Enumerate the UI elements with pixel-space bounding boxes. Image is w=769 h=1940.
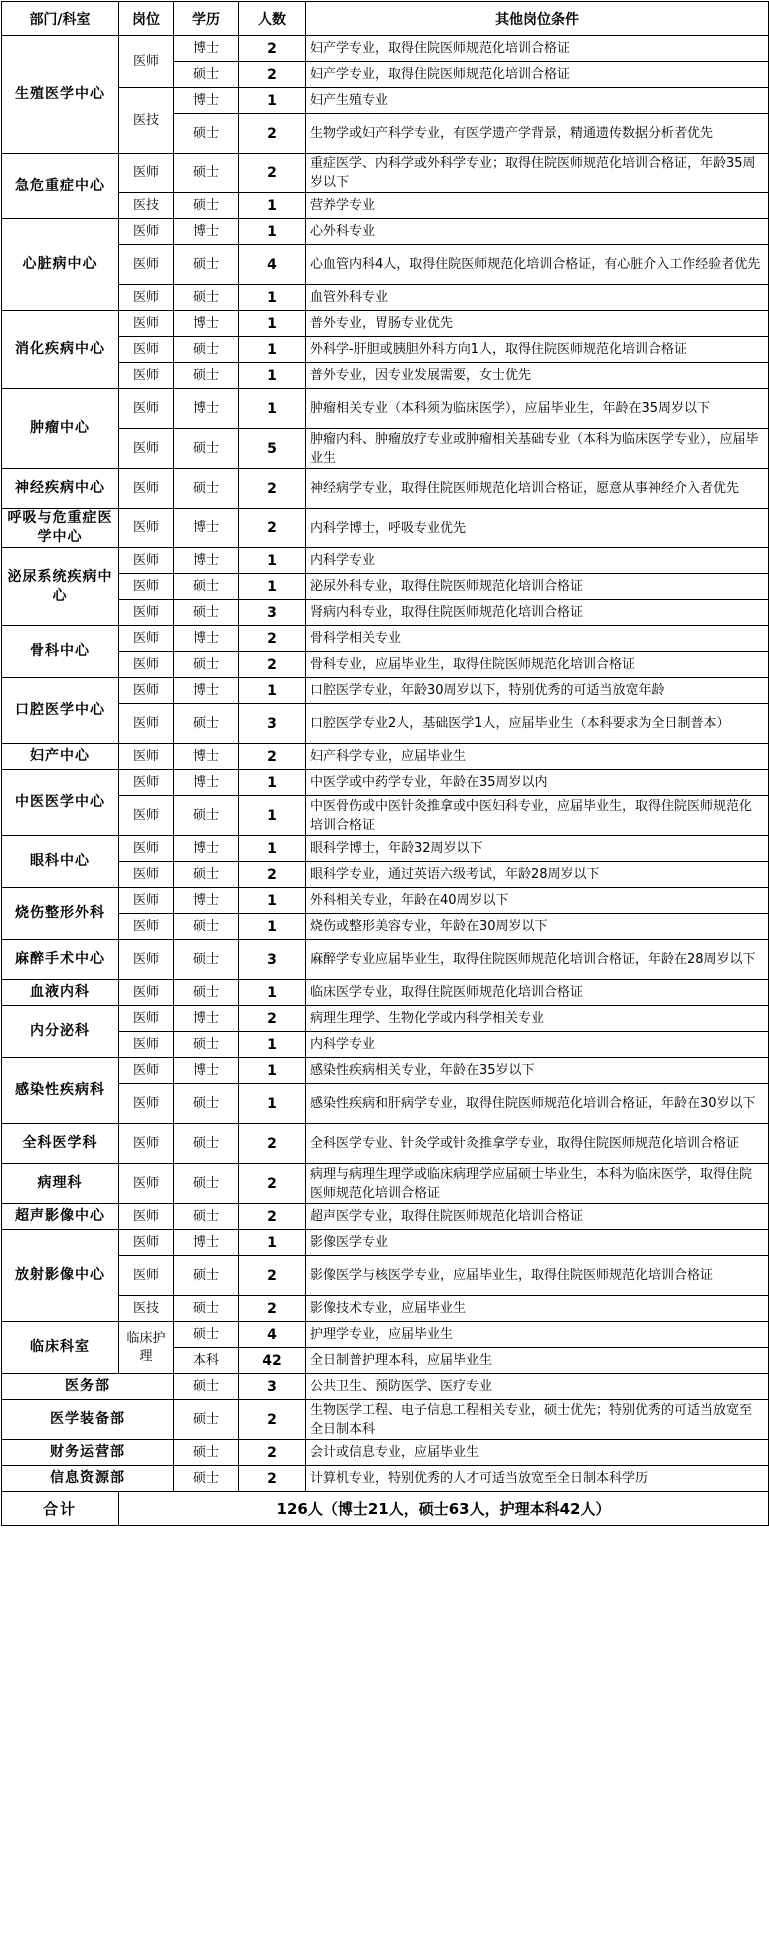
dept-cell: 呼吸与危重症医学中心 (2, 509, 119, 548)
table-row (2, 469, 769, 509)
position-cell: 医技 (119, 193, 174, 219)
education-cell: 硕士 (174, 469, 239, 509)
education-cell: 博士 (174, 678, 239, 704)
conditions-cell: 烧伤或整形美容专业，年龄在30周岁以下 (306, 914, 769, 940)
count-cell: 1 (239, 1230, 306, 1256)
count-cell: 2 (239, 1466, 306, 1492)
table-row (2, 678, 769, 704)
conditions-cell: 护理学专业，应届毕业生 (306, 1322, 769, 1348)
table-row (2, 980, 769, 1006)
count-cell: 1 (239, 1058, 306, 1084)
education-cell: 硕士 (174, 193, 239, 219)
position-cell: 医师 (119, 509, 174, 548)
count-cell: 1 (239, 337, 306, 363)
conditions-cell: 公共卫生、预防医学、医疗专业 (306, 1374, 769, 1400)
position-cell: 医师 (119, 548, 174, 574)
conditions-cell: 会计或信息专业，应届毕业生 (306, 1440, 769, 1466)
table-row (2, 1466, 769, 1492)
position-cell: 医师 (119, 678, 174, 704)
dept-cell: 医学装备部 (2, 1400, 174, 1440)
position-cell: 医师 (119, 704, 174, 744)
position-cell: 医师 (119, 836, 174, 862)
conditions-cell: 全日制普护理本科，应届毕业生 (306, 1348, 769, 1374)
education-cell: 硕士 (174, 62, 239, 88)
conditions-cell: 重症医学、内科学或外科学专业；取得住院医师规范化培训合格证，年龄35周岁以下 (306, 154, 769, 193)
count-cell: 2 (239, 626, 306, 652)
position-cell: 医师 (119, 796, 174, 836)
table-row (2, 836, 769, 862)
dept-cell: 放射影像中心 (2, 1230, 119, 1322)
conditions-cell: 麻醉学专业应届毕业生，取得住院医师规范化培训合格证，年龄在28周岁以下 (306, 940, 769, 980)
education-cell: 博士 (174, 509, 239, 548)
conditions-cell: 病理生理学、生物化学或内科学相关专业 (306, 1006, 769, 1032)
education-cell: 硕士 (174, 1466, 239, 1492)
education-cell: 硕士 (174, 1440, 239, 1466)
education-cell: 硕士 (174, 914, 239, 940)
conditions-cell: 病理与病理生理学或临床病理学应届硕士毕业生，本科为临床医学，取得住院医师规范化培训合格证 (306, 1164, 769, 1204)
conditions-cell: 眼科学博士，年龄32周岁以下 (306, 836, 769, 862)
position-cell: 医师 (119, 1006, 174, 1032)
table-row (2, 311, 769, 337)
education-cell: 博士 (174, 219, 239, 245)
count-cell: 1 (239, 770, 306, 796)
dept-cell: 口腔医学中心 (2, 678, 119, 744)
education-cell: 博士 (174, 88, 239, 114)
header-position: 岗位 (119, 2, 174, 36)
conditions-cell: 心血管内科4人，取得住院医师规范化培训合格证，有心脏介入工作经验者优先 (306, 245, 769, 285)
dept-cell: 病理科 (2, 1164, 119, 1204)
count-cell: 1 (239, 311, 306, 337)
count-cell: 1 (239, 389, 306, 429)
count-cell: 4 (239, 1322, 306, 1348)
conditions-cell: 口腔医学专业，年龄30周岁以下，特别优秀的可适当放宽年龄 (306, 678, 769, 704)
count-cell: 2 (239, 154, 306, 193)
conditions-cell: 血管外科专业 (306, 285, 769, 311)
dept-cell: 信息资源部 (2, 1466, 174, 1492)
education-cell: 硕士 (174, 940, 239, 980)
count-cell: 5 (239, 429, 306, 469)
count-cell: 1 (239, 836, 306, 862)
table-body (2, 36, 769, 1492)
dept-cell: 医务部 (2, 1374, 174, 1400)
position-cell: 医师 (119, 1058, 174, 1084)
education-cell: 硕士 (174, 114, 239, 154)
position-cell: 医师 (119, 36, 174, 88)
position-cell: 医师 (119, 1230, 174, 1256)
dept-cell: 超声影像中心 (2, 1204, 119, 1230)
conditions-cell: 内科学专业 (306, 1032, 769, 1058)
conditions-cell: 妇产科学专业，应届毕业生 (306, 744, 769, 770)
position-cell: 医师 (119, 285, 174, 311)
count-cell: 1 (239, 678, 306, 704)
position-cell: 医师 (119, 744, 174, 770)
position-cell: 医师 (119, 1032, 174, 1058)
conditions-cell: 影像医学专业 (306, 1230, 769, 1256)
position-cell: 医师 (119, 429, 174, 469)
conditions-cell: 眼科学专业，通过英语六级考试，年龄28周岁以下 (306, 862, 769, 888)
count-cell: 1 (239, 888, 306, 914)
count-cell: 2 (239, 509, 306, 548)
conditions-cell: 外科学-肝胆或胰胆外科方向1人，取得住院医师规范化培训合格证 (306, 337, 769, 363)
position-cell: 医师 (119, 363, 174, 389)
dept-cell: 生殖医学中心 (2, 36, 119, 154)
education-cell: 硕士 (174, 1256, 239, 1296)
education-cell: 硕士 (174, 337, 239, 363)
header-education: 学历 (174, 2, 239, 36)
total-row (2, 1492, 769, 1526)
position-cell: 医师 (119, 245, 174, 285)
education-cell: 硕士 (174, 1204, 239, 1230)
count-cell: 1 (239, 796, 306, 836)
count-cell: 1 (239, 980, 306, 1006)
conditions-cell: 临床医学专业，取得住院医师规范化培训合格证 (306, 980, 769, 1006)
education-cell: 博士 (174, 836, 239, 862)
count-cell: 2 (239, 36, 306, 62)
table-row (2, 940, 769, 980)
table-row (2, 1400, 769, 1440)
dept-cell: 麻醉手术中心 (2, 940, 119, 980)
count-cell: 3 (239, 1374, 306, 1400)
position-cell: 医师 (119, 1256, 174, 1296)
table-row (2, 1374, 769, 1400)
count-cell: 2 (239, 1440, 306, 1466)
education-cell: 博士 (174, 1006, 239, 1032)
table-row (2, 154, 769, 193)
education-cell: 硕士 (174, 1296, 239, 1322)
count-cell: 1 (239, 574, 306, 600)
education-cell: 博士 (174, 1058, 239, 1084)
count-cell: 1 (239, 285, 306, 311)
table-row (2, 626, 769, 652)
education-cell: 博士 (174, 626, 239, 652)
education-cell: 博士 (174, 311, 239, 337)
dept-cell: 中医医学中心 (2, 770, 119, 836)
header-count: 人数 (239, 2, 306, 36)
conditions-cell: 神经病学专业，取得住院医师规范化培训合格证，愿意从事神经介入者优先 (306, 469, 769, 509)
count-cell: 2 (239, 1204, 306, 1230)
position-cell: 医师 (119, 154, 174, 193)
education-cell: 硕士 (174, 704, 239, 744)
position-cell: 医师 (119, 574, 174, 600)
count-cell: 2 (239, 1256, 306, 1296)
table-row (2, 770, 769, 796)
education-cell: 博士 (174, 389, 239, 429)
conditions-cell: 泌尿外科专业，取得住院医师规范化培训合格证 (306, 574, 769, 600)
count-cell: 2 (239, 1164, 306, 1204)
table-row (2, 1440, 769, 1466)
header-row (2, 2, 769, 36)
position-cell: 医师 (119, 626, 174, 652)
recruitment-table (1, 1, 769, 1526)
position-cell: 医师 (119, 469, 174, 509)
conditions-cell: 内科学博士，呼吸专业优先 (306, 509, 769, 548)
table-row (2, 36, 769, 62)
conditions-cell: 口腔医学专业2人，基础医学1人，应届毕业生（本科要求为全日制普本） (306, 704, 769, 744)
count-cell: 2 (239, 744, 306, 770)
count-cell: 1 (239, 548, 306, 574)
conditions-cell: 妇产学专业，取得住院医师规范化培训合格证 (306, 36, 769, 62)
conditions-cell: 生物学或妇产科学专业，有医学遗产学背景，精通遗传数据分析者优先 (306, 114, 769, 154)
conditions-cell: 普外专业，因专业发展需要，女士优先 (306, 363, 769, 389)
count-cell: 1 (239, 219, 306, 245)
count-cell: 2 (239, 1006, 306, 1032)
education-cell: 博士 (174, 888, 239, 914)
dept-cell: 内分泌科 (2, 1006, 119, 1058)
position-cell: 医师 (119, 914, 174, 940)
position-cell: 医师 (119, 770, 174, 796)
count-cell: 2 (239, 652, 306, 678)
total-label: 合计 (2, 1492, 119, 1526)
conditions-cell: 全科医学专业、针灸学或针灸推拿学专业，取得住院医师规范化培训合格证 (306, 1124, 769, 1164)
conditions-cell: 骨科专业，应届毕业生，取得住院医师规范化培训合格证 (306, 652, 769, 678)
dept-cell: 眼科中心 (2, 836, 119, 888)
position-cell: 医师 (119, 1084, 174, 1124)
conditions-cell: 心外科专业 (306, 219, 769, 245)
dept-cell: 血液内科 (2, 980, 119, 1006)
conditions-cell: 感染性疾病相关专业，年龄在35岁以下 (306, 1058, 769, 1084)
count-cell: 3 (239, 600, 306, 626)
table-row (2, 509, 769, 548)
dept-cell: 全科医学科 (2, 1124, 119, 1164)
table-row (2, 1164, 769, 1204)
education-cell: 硕士 (174, 574, 239, 600)
count-cell: 2 (239, 862, 306, 888)
education-cell: 硕士 (174, 154, 239, 193)
total-value: 126人（博士21人，硕士63人，护理本科42人） (119, 1492, 769, 1526)
count-cell: 2 (239, 1124, 306, 1164)
position-cell: 医师 (119, 337, 174, 363)
education-cell: 硕士 (174, 862, 239, 888)
conditions-cell: 影像医学与核医学专业，应届毕业生，取得住院医师规范化培训合格证 (306, 1256, 769, 1296)
conditions-cell: 营养学专业 (306, 193, 769, 219)
conditions-cell: 超声医学专业，取得住院医师规范化培训合格证 (306, 1204, 769, 1230)
education-cell: 博士 (174, 36, 239, 62)
count-cell: 1 (239, 88, 306, 114)
education-cell: 博士 (174, 548, 239, 574)
position-cell: 医师 (119, 980, 174, 1006)
education-cell: 硕士 (174, 652, 239, 678)
count-cell: 2 (239, 1296, 306, 1322)
conditions-cell: 妇产生殖专业 (306, 88, 769, 114)
dept-cell: 感染性疾病科 (2, 1058, 119, 1124)
table-row (2, 389, 769, 429)
position-cell: 医师 (119, 888, 174, 914)
education-cell: 硕士 (174, 285, 239, 311)
count-cell: 1 (239, 1032, 306, 1058)
position-cell: 医师 (119, 1124, 174, 1164)
dept-cell: 消化疾病中心 (2, 311, 119, 389)
position-cell: 医师 (119, 940, 174, 980)
education-cell: 硕士 (174, 600, 239, 626)
count-cell: 1 (239, 193, 306, 219)
count-cell: 3 (239, 704, 306, 744)
conditions-cell: 骨科学相关专业 (306, 626, 769, 652)
education-cell: 硕士 (174, 980, 239, 1006)
conditions-cell: 计算机专业，特别优秀的人才可适当放宽至全日制本科学历 (306, 1466, 769, 1492)
position-cell: 医技 (119, 88, 174, 154)
conditions-cell: 肿瘤内科、肿瘤放疗专业或肿瘤相关基础专业（本科为临床医学专业），应届毕业生 (306, 429, 769, 469)
education-cell: 硕士 (174, 1032, 239, 1058)
conditions-cell: 影像技术专业，应届毕业生 (306, 1296, 769, 1322)
dept-cell: 泌尿系统疾病中心 (2, 548, 119, 626)
count-cell: 1 (239, 363, 306, 389)
table-row (2, 219, 769, 245)
education-cell: 硕士 (174, 1322, 239, 1348)
dept-cell: 神经疾病中心 (2, 469, 119, 509)
dept-cell: 急危重症中心 (2, 154, 119, 219)
education-cell: 博士 (174, 744, 239, 770)
count-cell: 42 (239, 1348, 306, 1374)
education-cell: 硕士 (174, 1084, 239, 1124)
count-cell: 2 (239, 1400, 306, 1440)
education-cell: 硕士 (174, 429, 239, 469)
table-row (2, 548, 769, 574)
position-cell: 医师 (119, 1204, 174, 1230)
conditions-cell: 感染性疾病和肝病学专业，取得住院医师规范化培训合格证，年龄在30岁以下 (306, 1084, 769, 1124)
education-cell: 本科 (174, 1348, 239, 1374)
education-cell: 硕士 (174, 363, 239, 389)
header-conditions: 其他岗位条件 (306, 2, 769, 36)
header-dept: 部门/科室 (2, 2, 119, 36)
position-cell: 医师 (119, 652, 174, 678)
count-cell: 2 (239, 114, 306, 154)
conditions-cell: 生物医学工程、电子信息工程相关专业，硕士优先；特别优秀的可适当放宽至全日制本科 (306, 1400, 769, 1440)
conditions-cell: 中医骨伤或中医针灸推拿或中医妇科专业，应届毕业生，取得住院医师规范化培训合格证 (306, 796, 769, 836)
table-row (2, 1230, 769, 1256)
conditions-cell: 中医学或中药学专业，年龄在35周岁以内 (306, 770, 769, 796)
count-cell: 4 (239, 245, 306, 285)
position-cell: 医师 (119, 600, 174, 626)
conditions-cell: 内科学专业 (306, 548, 769, 574)
position-cell: 医技 (119, 1296, 174, 1322)
dept-cell: 肿瘤中心 (2, 389, 119, 469)
count-cell: 2 (239, 62, 306, 88)
education-cell: 博士 (174, 770, 239, 796)
education-cell: 硕士 (174, 1374, 239, 1400)
education-cell: 博士 (174, 1230, 239, 1256)
conditions-cell: 肾病内科专业，取得住院医师规范化培训合格证 (306, 600, 769, 626)
education-cell: 硕士 (174, 1164, 239, 1204)
conditions-cell: 肿瘤相关专业（本科须为临床医学），应届毕业生，年龄在35周岁以下 (306, 389, 769, 429)
position-cell: 医师 (119, 389, 174, 429)
table-row (2, 1058, 769, 1084)
position-cell: 医师 (119, 311, 174, 337)
position-cell: 医师 (119, 219, 174, 245)
position-cell: 临床护理 (119, 1322, 174, 1374)
count-cell: 1 (239, 1084, 306, 1124)
position-cell: 医师 (119, 1164, 174, 1204)
education-cell: 硕士 (174, 245, 239, 285)
table-row (2, 1322, 769, 1348)
table-row (2, 1124, 769, 1164)
dept-cell: 临床科室 (2, 1322, 119, 1374)
dept-cell: 财务运营部 (2, 1440, 174, 1466)
conditions-cell: 普外专业，胃肠专业优先 (306, 311, 769, 337)
dept-cell: 烧伤整形外科 (2, 888, 119, 940)
education-cell: 硕士 (174, 796, 239, 836)
table-row (2, 1204, 769, 1230)
conditions-cell: 外科相关专业，年龄在40周岁以下 (306, 888, 769, 914)
table-row (2, 1006, 769, 1032)
dept-cell: 妇产中心 (2, 744, 119, 770)
count-cell: 3 (239, 940, 306, 980)
table-row (2, 888, 769, 914)
dept-cell: 骨科中心 (2, 626, 119, 678)
education-cell: 硕士 (174, 1400, 239, 1440)
table-row (2, 744, 769, 770)
count-cell: 1 (239, 914, 306, 940)
position-cell: 医师 (119, 862, 174, 888)
conditions-cell: 妇产学专业，取得住院医师规范化培训合格证 (306, 62, 769, 88)
count-cell: 2 (239, 469, 306, 509)
dept-cell: 心脏病中心 (2, 219, 119, 311)
education-cell: 硕士 (174, 1124, 239, 1164)
